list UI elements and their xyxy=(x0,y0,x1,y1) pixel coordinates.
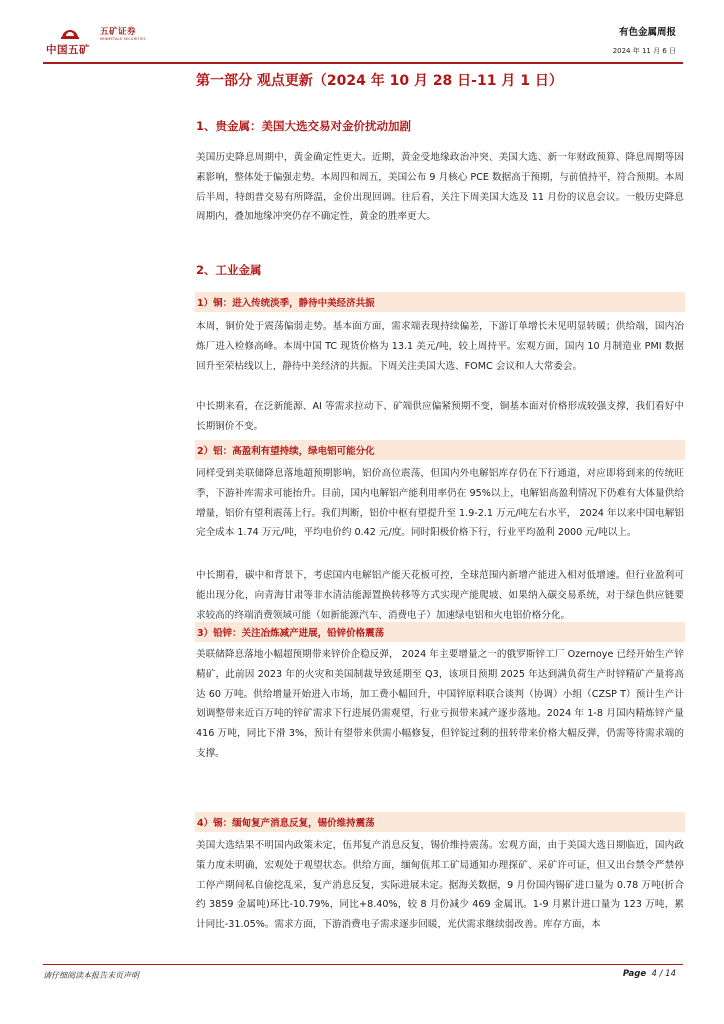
footer-divider xyxy=(43,964,683,965)
lead-zinc-heading: 3）铅锌：关注冶炼减产进展，铅锌价格震荡 xyxy=(197,628,385,639)
copper-paragraph-1: 本周，铜价处于震荡偏弱走势。基本面方面，需求端表现持续偏差，下游订单增长未见明显转暖；供给端，国内冶炼厂进入检修高峰。本周中国 TC 现货价格为 13.1 美元/吨，较上周持平。宏观方面，国内 10 月制造业 PMI 数据回升至荣枯线以上，静待中美经济的共振。下周关注美国大选、FOMC 会议和人大常委会。 xyxy=(196,321,684,372)
report-date: 2024 年 11 月 6 日 xyxy=(612,47,676,55)
page-header xyxy=(0,0,724,66)
copper-heading: 1）铜：进入传统淡季，静待中美经济共振 xyxy=(197,298,375,309)
header-divider xyxy=(43,62,683,64)
tin-heading-bar xyxy=(195,812,685,832)
aluminum-paragraph-1: 同样受到美联储降息落地超预期影响，铝价高位震荡，但国内外电解铝库存仍在下行通道，对应即将到来的传统旺季，下游补库需求可能抬升。目前，国内电解铝产能利用率仍在 95%以上，电解铝高盈利情况下仍难有大体量供给增量，铝价有望利震荡上行。我们判断，铝价中枢有望提升至 1.9-2.1 万元/吨左右水平， 2024 年以来中国电解铝完全成本 1.74 万元/吨，平均电价约 0.42 元/度。同时阳极价格下行，行业平均盈利 2000 元/吨以上。 xyxy=(196,468,684,539)
lead-zinc-heading-bar xyxy=(195,622,685,642)
lead-zinc-paragraph: 美联储降息落地小幅超预期带来锌价企稳反弹， 2024 年主要增量之一的俄罗斯锌工厂 Ozernoye 已经开始生产锌精矿，此前因 2023 年的火灾和美国制裁导致延期至 Q3，该项目预期 2025 年达到满负荷生产时锌精矿产量将高达 60 万吨。供给增量开始进入市场，加工费小幅回升，中国锌原料联合谈判（协调）小组（CZSP T）预计生产计划调整带来近百万吨的锌矿需求下行进展仍需观望，行业亏损带来减产逐步落地。2024 年 1-8 月国内精炼锌产量 416 万吨，同比下滑 3%，预计有望带来供需小幅修复，但锌锭过剩的扭转带来价格大幅反弹，仍需等待需求端的支撑。 xyxy=(196,649,684,759)
logo-subtitle-en: MINMETALS SECURITIES xyxy=(100,37,146,41)
minmetals-logo-icon xyxy=(60,22,80,40)
report-title: 有色金属周报 xyxy=(618,27,676,38)
page-number: 4 / 14 xyxy=(651,969,676,979)
footer-disclaimer: 请仔细阅读本报告末页声明 xyxy=(43,971,139,980)
part-title: 第一部分 观点更新（2024 年 10 月 28 日-11 月 1 日） xyxy=(196,73,563,89)
aluminum-heading: 2）铝：高盈利有望持续，绿电铝可能分化 xyxy=(197,446,375,457)
page-label: Page xyxy=(622,969,647,979)
section-industrial-metals-title: 2、工业金属 xyxy=(196,263,262,277)
section-precious-metals-paragraph: 美国历史降息周期中，黄金确定性更大。近期，黄金受地缘政治冲突、美国大选、新一年财政预算、降息周期等因素影响，整体处于偏强走势。本周四和周五，美国公布 9 月核心 PCE 数据高于预期，与前值持平，符合预期。本周后半周，特朗普交易有所降温，金价出现回调。往后看，关注下周美国大选及 11 月份的议息会议。一般历史降息周期内，叠加地缘冲突仍存不确定性，黄金的胜率更大。 xyxy=(196,152,684,223)
logo-main-text: 中国五矿 xyxy=(46,44,90,56)
logo-subtitle: 五矿证券 xyxy=(100,27,137,37)
page-indicator xyxy=(623,969,676,979)
aluminum-paragraph-2: 中长期看，碳中和背景下，考虑国内电解铝产能天花板可控，全球范围内新增产能进入相对低增速。但行业盈利可能出现分化，向青海甘肃等非水清洁能源置换转移等方式实现产能爬坡、如果纳入碳交易系统，对于绿色供应链要求较高的终端消费领域可能（如新能源汽车、消费电子）加速绿电铝和火电铝价格分化。 xyxy=(196,570,684,621)
company-logo xyxy=(46,22,146,56)
aluminum-heading-bar xyxy=(195,440,685,460)
section-precious-metals-title: 1、贵金属：美国大选交易对金价扰动加剧 xyxy=(196,119,411,133)
copper-heading-bar xyxy=(195,292,685,312)
tin-heading: 4）锡：缅甸复产消息反复，锡价维持震荡 xyxy=(197,818,375,829)
copper-paragraph-2: 中长期来看，在泛新能源、AI 等需求拉动下、矿端供应偏紧预期不变，铜基本面对价格形成较强支撑，我们看好中长期铜价不变。 xyxy=(196,401,684,432)
tin-paragraph: 美国大选结果不明国内政策未定，伍邦复产消息反复，锡价维持震荡。宏观方面，由于美国大选日期临近，国内政策力度未明确，宏观处于观望状态。供给方面，缅甸佤邦工矿局通知办理探矿、采矿许可证，但又出台禁令严禁停工停产期间私自偷挖乱采，复产消息反复，实际进展未定。据海关数据，9 月份国内锡矿进口量为 0.78 万吨(折合约 3859 金属吨)环比-10.79%，同比+8.40%，较 8 月份减少 469 金属讯。1-9 月累计进口量为 123 万吨，累计同比-31.05%。需求方面，下游消费电子需求逐步回暖，光伏需求继续弱改善。库存方面，本 xyxy=(196,840,684,931)
